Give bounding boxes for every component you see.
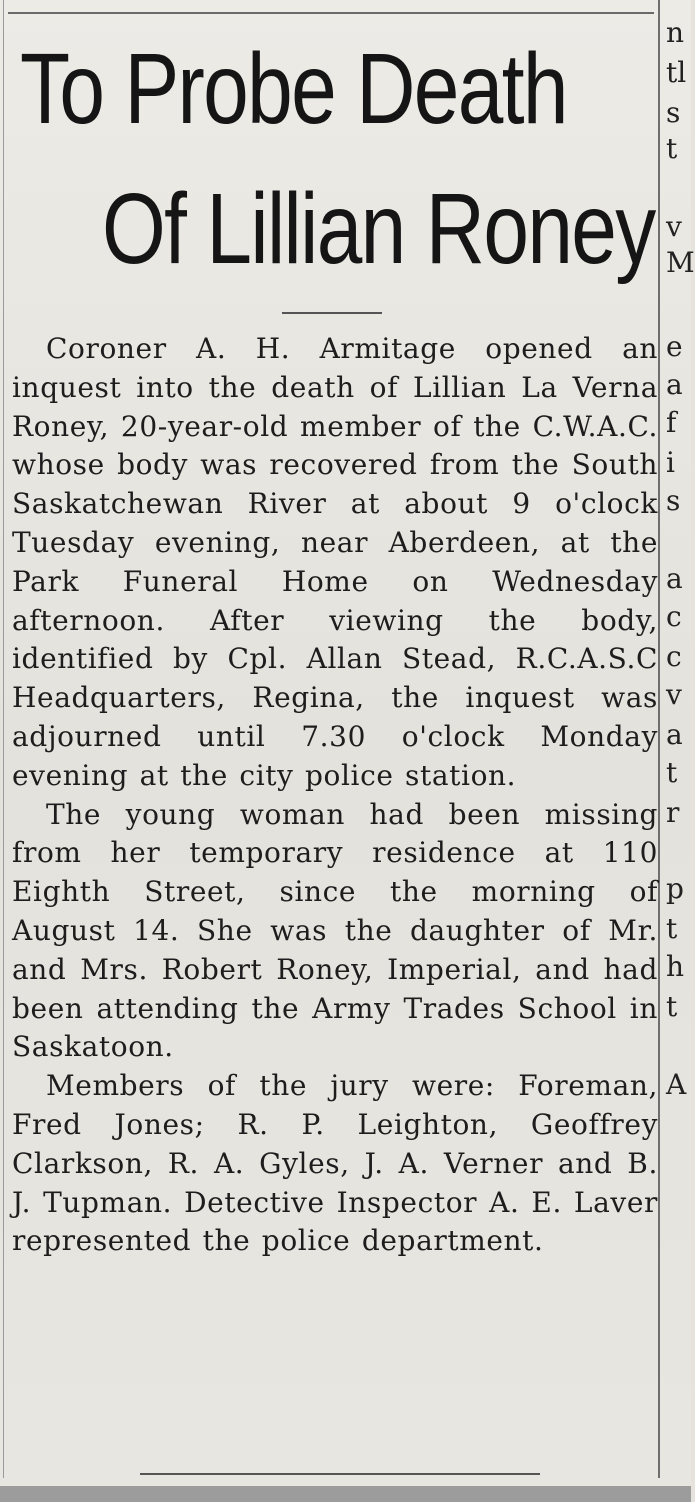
neighbor-fragment: t [666,756,678,789]
neighbor-fragment: t [666,132,678,165]
neighbor-fragment: c [666,600,682,633]
left-edge [3,0,4,1478]
footer-band [0,1486,691,1502]
headline-line-1: To Probe Death [20,33,567,145]
neighbor-fragment: p [666,872,684,905]
paragraph-3: Members of the jury were: Foreman, Fred Jones; R. P. Leighton, Geoffrey Clarkson, R. A. Gyles, J. A. Verner and B. J. Tupman. Detective Inspector A. E. Laver represented the police department. [12,1069,658,1258]
neighbor-fragment: h [666,950,685,983]
neighbor-fragment: f [666,406,677,439]
neighbor-fragment: n [666,16,685,49]
bottom-rule [140,1473,540,1475]
headline-line-2: Of Lillian Roney [102,173,655,285]
neighbor-fragment: c [666,640,682,673]
column-rule [658,0,660,1478]
neighbor-fragment: s [666,484,681,517]
neighbor-fragment: tl [666,56,687,89]
neighbor-fragment: v [666,210,682,243]
neighbor-column [664,0,695,1478]
paragraph-2: The young woman had been missing from her temporary residence at 110 Eighth Street, since the morning of August 14. She was the daughter of Mr. and Mrs. Robert Roney, Imperial, and had been attending the Army Trades School in Saskatoon. [12,797,658,1064]
headline-rule [282,312,382,314]
neighbor-fragment: a [666,368,683,401]
neighbor-fragment: a [666,562,683,595]
neighbor-fragment: t [666,912,678,945]
paragraph-1: Coroner A. H. Armitage opened an inquest into the death of Lillian La Verna Roney, 20-year-old member of the C.W.A.C. whose body was recovered from the South Saskatchewan River at about 9 o'clock Tuesday evening, near Aberdeen, at the Park Funeral Home on Wednesday afternoon. After viewing the body, identified by Cpl. Allan Stead, R.C.A.S.C Headquarters, Regina, the inquest was adjourned until 7.30 o'clock Monday evening at the city police station. [12,332,658,792]
neighbor-fragment: a [666,718,683,751]
neighbor-fragment: t [666,990,678,1023]
neighbor-fragment: v [666,678,682,711]
neighbor-fragment: s [666,96,681,129]
neighbor-fragment: e [666,330,683,363]
neighbor-fragment: r [666,796,680,829]
top-rule [8,12,654,14]
neighbor-fragment: i [666,446,675,479]
neighbor-fragment: A [666,1068,687,1101]
article-body [12,330,658,1261]
neighbor-fragment: M [666,246,695,279]
